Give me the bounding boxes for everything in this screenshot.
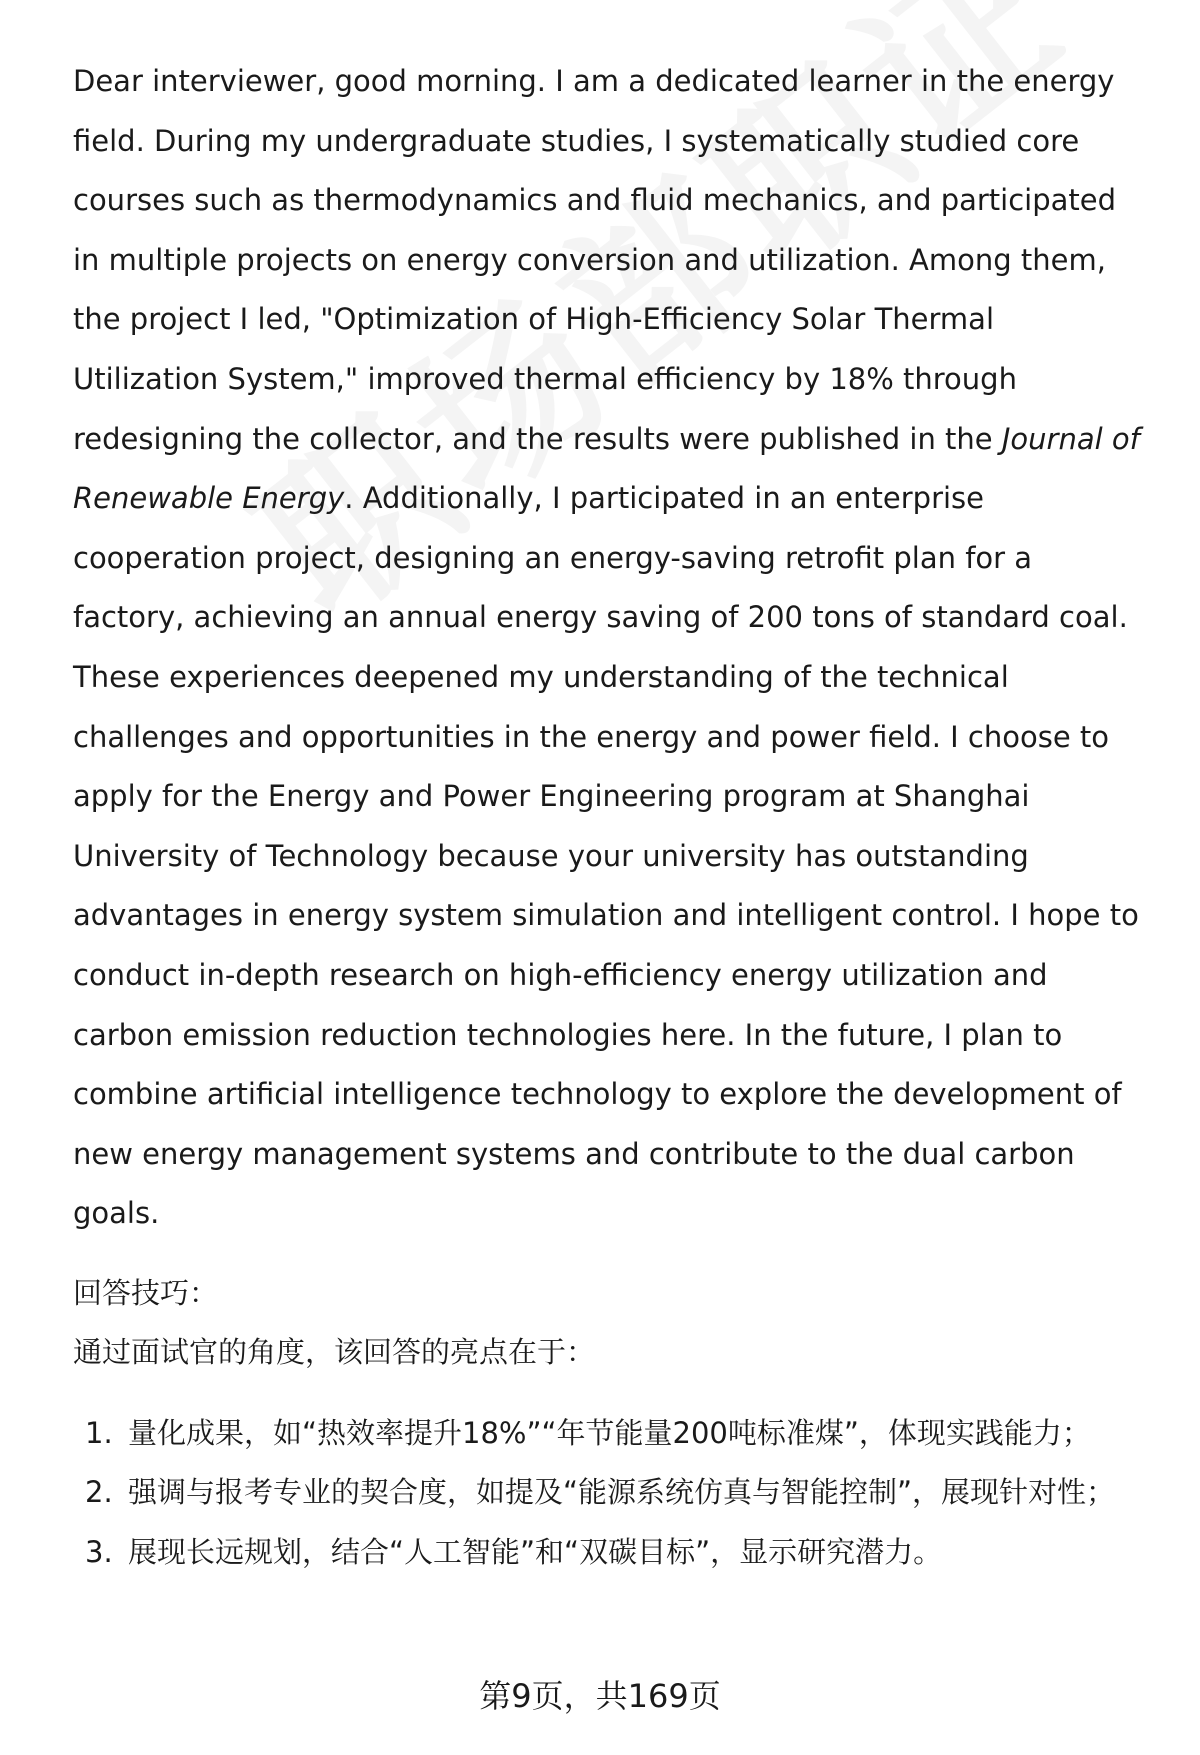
tips-list [73, 1404, 1143, 1583]
answer-text-part-1: Dear interviewer, good morning. I am a dedicated learner in the energy field. During my undergraduate studies, I systematically studied core courses such as thermodynamics and fluid mechanics, and participated in multiple projects on energy conversion and utilization. Among them, the project I led, "Optimization of High-Efficiency Solar Thermal Utilization System," improved thermal efficiency by 18% through redesigning the collector, and the results were published in the [73, 64, 1117, 456]
page-footer: 第9页，共169页 [479, 1677, 721, 1715]
answer-paragraph [73, 52, 1143, 1244]
list-item-number: 2. [85, 1475, 113, 1510]
list-item-text: 展现长远规划，结合“人工智能”和“双碳目标”，显示研究潜力。 [128, 1534, 943, 1569]
list-item-text: 量化成果，如“热效率提升18%”“年节能量200吨标准煤”，体现实践能力； [128, 1415, 1091, 1450]
list-item-text: 强调与报考专业的契合度，如提及“能源系统仿真与智能控制”，展现针对性； [128, 1475, 1116, 1510]
journal-title: Journal of Renewable Energy [73, 421, 1140, 516]
list-item [73, 1404, 1143, 1464]
content-area [73, 52, 1143, 1582]
answer-text-part-2: . Additionally, I participated in an enterprise cooperation project, designing an energy-saving retrofit plan for a factory, achieving an annual energy saving of 200 tons of standard coal. These experiences deepened my understanding of the technical challenges and opportunities in the energy and power field. I choose to apply for the Energy and Power Engineering program at Shanghai University of Technology because your university has outstanding advantages in energy system simulation and intelligent control. I hope to conduct in-depth research on high-efficiency energy utilization and carbon emission reduction technologies here. In the future, I plan to combine artificial intelligence technology to explore the development of new energy management systems and contribute to the dual carbon goals. [73, 481, 1139, 1231]
list-item-number: 3. [85, 1534, 113, 1569]
tips-intro: 通过面试官的角度，该回答的亮点在于： [73, 1334, 596, 1369]
list-item [73, 1523, 1143, 1583]
list-item [73, 1463, 1143, 1523]
list-item-number: 1. [85, 1415, 113, 1450]
tips-heading: 回答技巧： [73, 1275, 219, 1310]
